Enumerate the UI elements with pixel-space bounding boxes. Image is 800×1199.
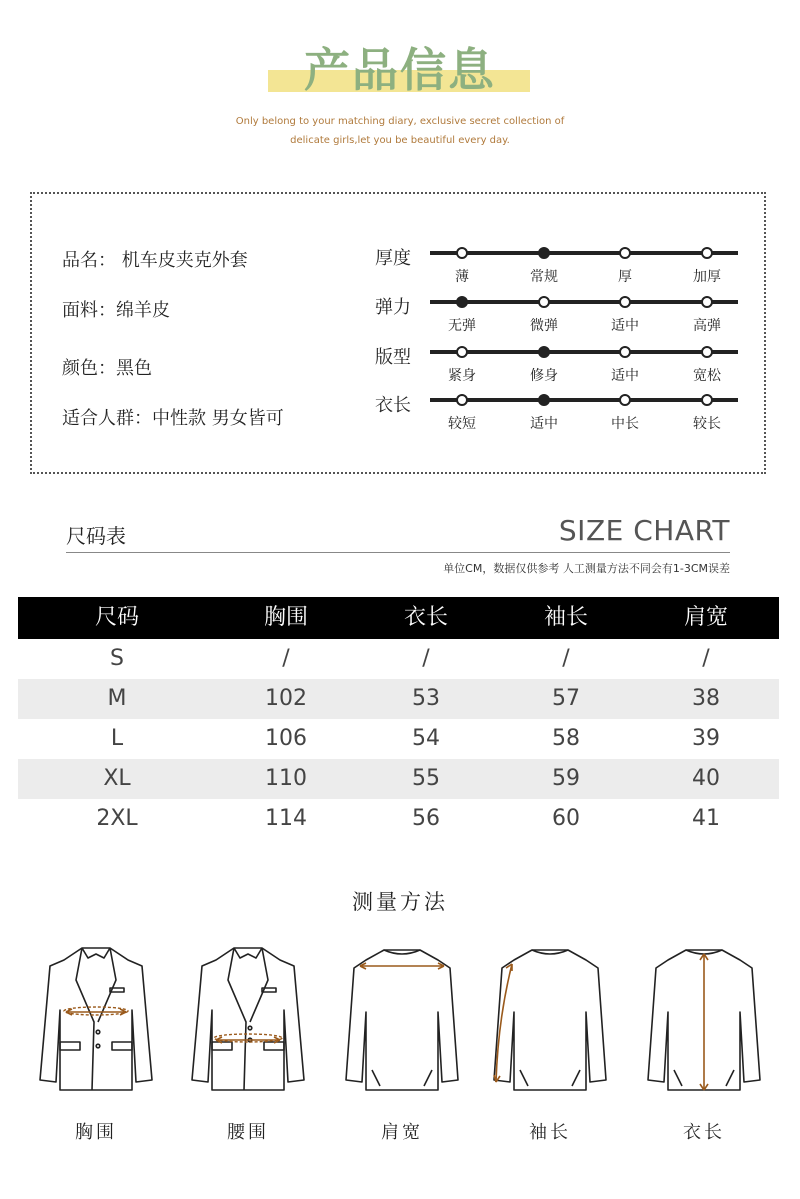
attribute-label: 弹力 bbox=[375, 297, 411, 318]
table-cell: / bbox=[562, 646, 570, 671]
scale-dot bbox=[619, 394, 631, 406]
table-cell: 114 bbox=[265, 806, 307, 831]
scale-option: 微弹 bbox=[530, 318, 558, 334]
scale-dot bbox=[701, 296, 713, 308]
column-header: 衣长 bbox=[403, 605, 448, 630]
table-cell: 59 bbox=[552, 766, 580, 791]
column-header: 尺码 bbox=[94, 605, 139, 630]
size-chart-title-en: SIZE CHART bbox=[558, 514, 730, 547]
table-header-row bbox=[18, 597, 779, 639]
scale-option: 中长 bbox=[611, 416, 639, 432]
scale-line bbox=[430, 300, 738, 304]
scale-dot bbox=[456, 247, 468, 259]
scale-dot-selected bbox=[538, 247, 550, 259]
size-chart-note: 单位CM，数据仅供参考 人工测量方法不同会有1-3CM误差 bbox=[443, 562, 730, 575]
measure-label-sleeve: 袖长 bbox=[529, 1122, 571, 1143]
subtitle-line-1: Only belong to your matching diary, exclusive secret collection of bbox=[235, 116, 565, 127]
scale-option: 适中 bbox=[530, 416, 558, 432]
table-cell: 58 bbox=[552, 726, 580, 751]
table-row bbox=[18, 719, 779, 759]
table-cell: 106 bbox=[265, 726, 307, 751]
scale-line bbox=[430, 251, 738, 255]
table-cell: / bbox=[702, 646, 710, 671]
table-row bbox=[18, 799, 779, 839]
jacket-shoulder-illustration bbox=[342, 940, 462, 1100]
attribute-label: 衣长 bbox=[375, 395, 411, 416]
scale-dot bbox=[456, 346, 468, 358]
scale-dot bbox=[619, 346, 631, 358]
measure-title: 测量方法 bbox=[352, 890, 448, 914]
table-cell: 54 bbox=[412, 726, 440, 751]
divider bbox=[66, 552, 730, 553]
scale-option: 紧身 bbox=[448, 368, 476, 384]
scale-option: 常规 bbox=[530, 269, 558, 285]
table-cell: 57 bbox=[552, 686, 580, 711]
table-row bbox=[18, 639, 779, 679]
scale-option: 宽松 bbox=[693, 368, 721, 384]
product-color: 颜色：黑色 bbox=[62, 358, 152, 379]
scale-dot bbox=[701, 346, 713, 358]
table-cell: 41 bbox=[692, 806, 720, 831]
measure-label-waist: 腰围 bbox=[227, 1122, 269, 1143]
table-cell: 55 bbox=[412, 766, 440, 791]
scale-dot bbox=[701, 394, 713, 406]
page-title: 产品信息 bbox=[304, 43, 496, 97]
table-cell: 40 bbox=[692, 766, 720, 791]
column-header: 袖长 bbox=[543, 605, 588, 630]
scale-option: 修身 bbox=[530, 368, 558, 384]
scale-option: 适中 bbox=[611, 368, 639, 384]
scale-dot-selected bbox=[538, 346, 550, 358]
scale-dot bbox=[456, 394, 468, 406]
table-cell: 2XL bbox=[96, 806, 138, 831]
size-chart-title-cn: 尺码表 bbox=[66, 524, 126, 548]
measure-label-shoulder: 肩宽 bbox=[381, 1122, 423, 1143]
scale-dot bbox=[619, 296, 631, 308]
table-cell: 38 bbox=[692, 686, 720, 711]
table-cell: / bbox=[282, 646, 290, 671]
product-info-box bbox=[30, 192, 766, 474]
jacket-sleeve-illustration bbox=[490, 940, 610, 1100]
table-row bbox=[18, 759, 779, 799]
measure-label-length: 衣长 bbox=[683, 1122, 725, 1143]
scale-dot-selected bbox=[456, 296, 468, 308]
jacket-waist-illustration bbox=[188, 940, 308, 1100]
table-cell: 56 bbox=[412, 806, 440, 831]
scale-option: 厚 bbox=[618, 269, 632, 285]
scale-option: 高弹 bbox=[693, 318, 721, 334]
attribute-label: 厚度 bbox=[375, 248, 411, 269]
scale-line bbox=[430, 398, 738, 402]
table-cell: S bbox=[110, 646, 124, 671]
scale-option: 薄 bbox=[455, 269, 469, 285]
table-cell: L bbox=[110, 726, 124, 751]
scale-dot-selected bbox=[538, 394, 550, 406]
scale-option: 较长 bbox=[693, 416, 721, 432]
product-name: 品名： 机车皮夹克外套 bbox=[62, 250, 248, 271]
scale-dot bbox=[619, 247, 631, 259]
column-header: 肩宽 bbox=[683, 605, 728, 630]
scale-line bbox=[430, 350, 738, 354]
scale-option: 无弹 bbox=[448, 318, 476, 334]
jacket-chest-illustration bbox=[36, 940, 156, 1100]
subtitle-line-2: delicate girls,let you be beautiful every day. bbox=[290, 135, 510, 146]
scale-option: 适中 bbox=[611, 318, 639, 334]
size-table bbox=[18, 597, 779, 839]
attribute-label: 版型 bbox=[375, 347, 411, 368]
table-cell: 53 bbox=[412, 686, 440, 711]
scale-option: 加厚 bbox=[693, 269, 721, 285]
measure-label-chest: 胸围 bbox=[75, 1122, 117, 1143]
scale-dot bbox=[538, 296, 550, 308]
table-cell: 39 bbox=[692, 726, 720, 751]
scale-option: 较短 bbox=[448, 416, 476, 432]
jacket-length-illustration bbox=[644, 940, 764, 1100]
table-cell: 110 bbox=[265, 766, 307, 791]
table-row bbox=[18, 679, 779, 719]
table-cell: 60 bbox=[552, 806, 580, 831]
table-cell: XL bbox=[103, 766, 131, 791]
product-audience: 适合人群：中性款 男女皆可 bbox=[62, 408, 284, 429]
table-cell: M bbox=[107, 686, 127, 711]
scale-dot bbox=[701, 247, 713, 259]
product-fabric: 面料：绵羊皮 bbox=[62, 300, 170, 321]
table-cell: / bbox=[422, 646, 430, 671]
column-header: 胸围 bbox=[263, 605, 308, 630]
table-cell: 102 bbox=[265, 686, 307, 711]
